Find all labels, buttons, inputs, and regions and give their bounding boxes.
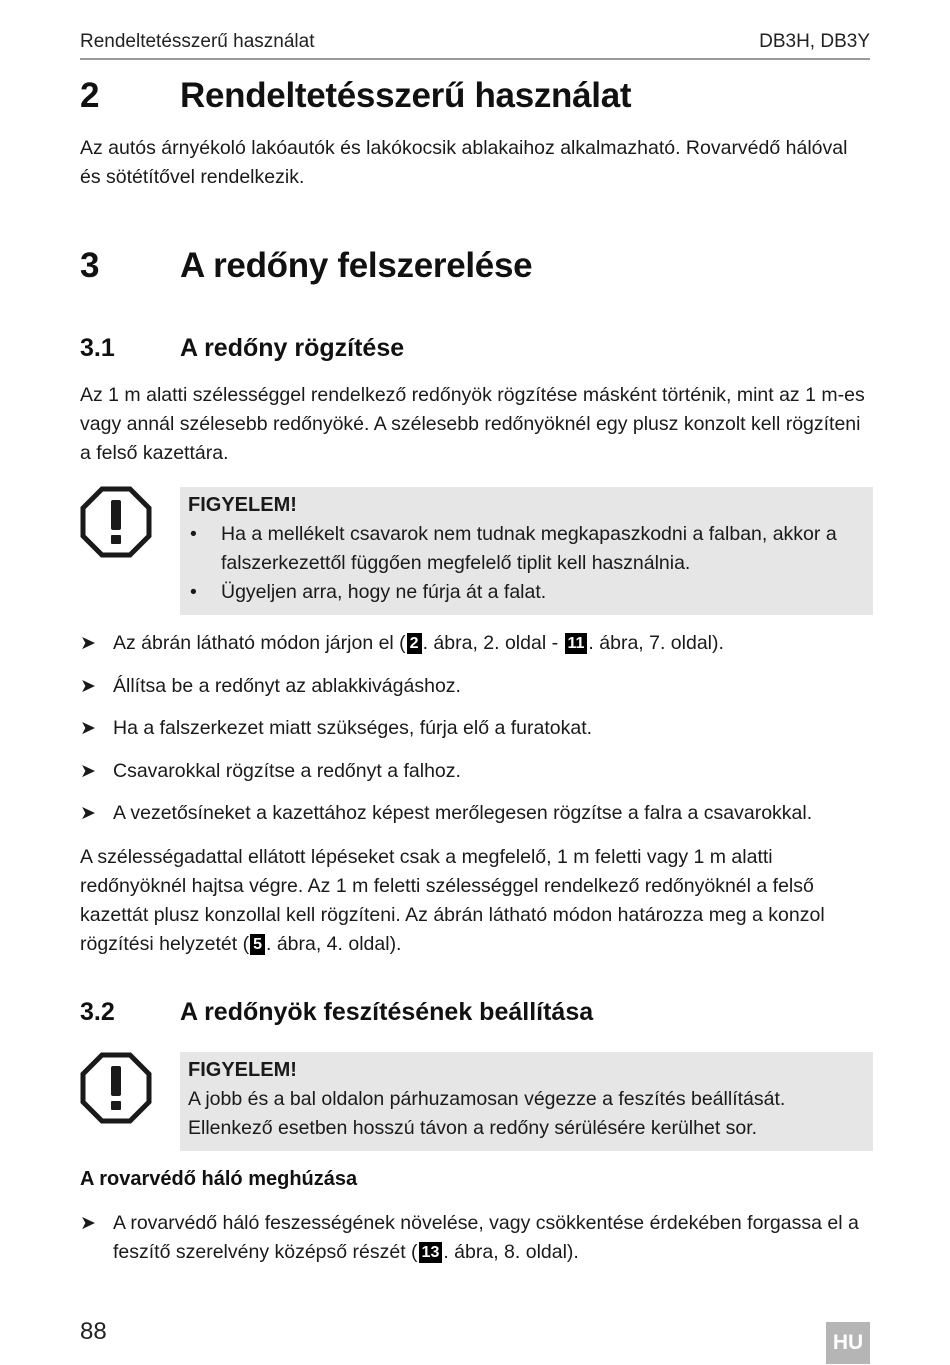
bullet-icon: • [190,581,197,603]
notice-title: FIGYELEM! [188,1059,297,1081]
bullet-icon: • [190,523,197,545]
arrow-icon: ➤ [80,676,96,697]
section-number: 3.2 [80,998,115,1026]
warning-octagon-icon [80,486,152,558]
arrow-icon: ➤ [80,718,96,739]
figure-reference-badge: 13 [419,1242,443,1263]
figure-reference-badge: 11 [565,633,588,654]
section-title: A redőny felszerelése [180,246,533,285]
notice-list-item: • Ha a mellékelt csavarok nem tudnak megkapaszkodni a falban, akkor a falszerkezettől függően megfelelő tiplit kell használnia. [188,520,868,578]
subheading: A rovarvédő háló meghúzása [80,1168,358,1190]
notice-title: FIGYELEM! [188,494,297,516]
section-2-body: Az autós árnyékoló lakóautók és lakókocsik ablakaihoz alkalmazható. Rovarvédő hálóval és sötétítővel rendelkezik. [80,137,848,188]
section-3-1-intro: Az 1 m alatti szélességgel rendelkező redőnyök rögzítése másként történik, mint az 1 m-es vagy annál szélesebb redőnyöké. A szélesebb redőnyöknél egy plusz konzolt kell rögzíteni a felső kazettára. [80,384,865,464]
notice-text: A jobb és a bal oldalon párhuzamosan végezze a feszítés beállítását. Ellenkező esetben hosszú távon a redőny sérülésére kerülhet sor. [188,1088,786,1139]
notice-list [188,520,868,607]
section-title: Rendeltetésszerű használat [180,76,632,115]
notice-list-item: • Ügyeljen arra, hogy ne fúrja át a falat. [188,578,868,607]
figure-reference-badge: 2 [407,633,422,654]
notice-box-attention [180,1052,873,1151]
arrow-icon: ➤ [80,803,96,824]
arrow-icon: ➤ [80,1213,96,1234]
instruction-text: Ha a falszerkezet miatt szükséges, fúrja elő a furatokat. [113,717,593,739]
page-number: 88 [80,1318,107,1345]
section-title: A redőny rögzítése [180,334,405,362]
running-header [80,30,870,60]
manual-page [80,0,870,1365]
instruction-text: A vezetősíneket a kazettához képest merőlegesen rögzítse a falra a csavarokkal. [113,802,813,824]
instruction-text: Állítsa be a redőnyt az ablakkivágáshoz. [113,675,461,697]
section-3-1-note: A szélességadattal ellátott lépéseket csak a megfelelő, 1 m feletti vagy 1 m alatti redőnyöknél hajtsa végre. Az 1 m feletti szélességgel rendelkező redőnyöknél a felső kazettát plusz konzollal kell rögzíteni. Az ábrán látható módon határozza meg a konzol rögzítési helyzetét ( 5 . ábra, 4. oldal). [80,846,825,955]
language-tab: HU [826,1322,870,1364]
header-chapter-title: Rendeltetésszerű használat [80,31,315,52]
section-number: 3.1 [80,334,115,362]
section-title: A redőnyök feszítésének beállítása [180,998,594,1026]
notice-box-attention [180,487,873,615]
arrow-icon: ➤ [80,761,96,782]
section-number: 3 [80,246,100,285]
instruction-text: Az ábrán látható módon járjon el ( 2 . ábra, 2. oldal - 11 . ábra, 7. oldal). [113,632,724,654]
figure-reference-badge: 5 [250,934,265,955]
header-model-name: DB3H, DB3Y [759,31,870,52]
arrow-icon: ➤ [80,633,96,654]
section-number: 2 [80,76,100,115]
instruction-text: Csavarokkal rögzítse a redőnyt a falhoz. [113,760,461,782]
warning-octagon-icon [80,1052,152,1124]
instruction-text: A rovarvédő háló feszességének növelése, vagy csökkentése érdekében forgassa el a feszítő szerelvény középső részét ( 13 . ábra, 8. oldal). [113,1212,859,1263]
